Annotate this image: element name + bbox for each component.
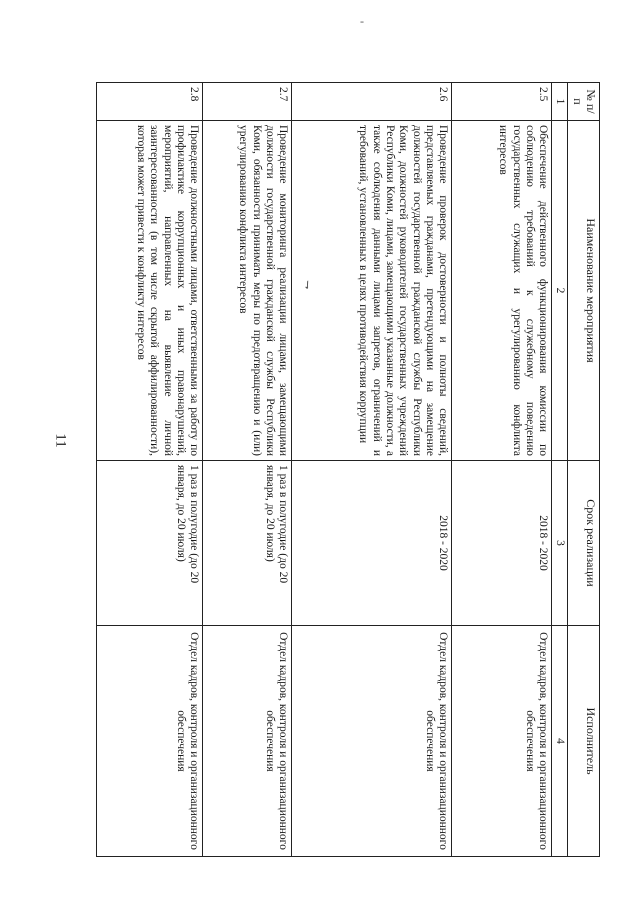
row-executor: Отдел кадров, контроля и организационного обеспечения [452,626,552,857]
header-row [568,83,600,857]
column-number: 4 [552,626,568,857]
table-row [452,83,552,857]
table-row [292,83,452,857]
row-executor: Отдел кадров, контроля и организационного обеспечения [203,626,292,857]
row-executor: Отдел кадров, контроля и организационного обеспечения [292,626,452,857]
row-measure: Проведение должностными лицами, ответственными за работу по профилактике коррупционных и иных правонарушений, мероприятий, направленных на выявление личной заинтересованности (в том числе скрытой аффилированности), которая может привести к конфликту интересов [97,121,203,461]
column-number: 1 [552,83,568,121]
row-term: 1 раз в полугодие (до 20 января, до 20 июля) [97,461,203,626]
row-term: 2018 - 2020 [452,461,552,626]
table-row [203,83,292,857]
row-measure: Обеспечение действенного функционирования комиссии по соблюдению требований к служебному поведению государственных служащих и урегулированию конфликта интересов [452,121,552,461]
scan-mark: ✓ [299,276,316,294]
scan-mark: - [360,14,364,28]
row-term: 1 раз в полугодие (до 20 января, до 20 июля) [203,461,292,626]
row-number: 2.6 [292,83,452,121]
row-number: 2.5 [452,83,552,121]
row-number: 2.7 [203,83,292,121]
header-name: Наименование мероприятия [568,121,600,461]
row-number: 2.8 [97,83,203,121]
column-number-row [552,83,568,857]
row-measure: Проведение проверок достоверности и полноты сведений, представляемых гражданами, претендующими на замещение должностей государственной гражданской службы Республики Коми, должностей руководителей государственных учреждений Республики Коми, лицами, замещающими указанные должности, а также соблюдения данными лицами запретов, ограничений и требований, установленных в целях противодействия коррупции [292,121,452,461]
rotated-table-container [88,82,600,857]
measures-table [96,82,600,857]
column-number: 2 [552,121,568,461]
header-term: Срок реализации [568,461,600,626]
row-executor: Отдел кадров, контроля и организационного обеспечения [97,626,203,857]
header-number: № п/п [568,83,600,121]
row-measure: Проведение мониторинга реализации лицами, замещающими должности государственной гражданской службы Республики Коми, обязанности принимать меры по предотвращению и (или) урегулированию конфликта интересов [203,121,292,461]
table-row [97,83,203,857]
row-term: 2018 - 2020 [292,461,452,626]
header-executor: Исполнитель [568,626,600,857]
column-number: 3 [552,461,568,626]
page-number: 11 [52,433,69,448]
